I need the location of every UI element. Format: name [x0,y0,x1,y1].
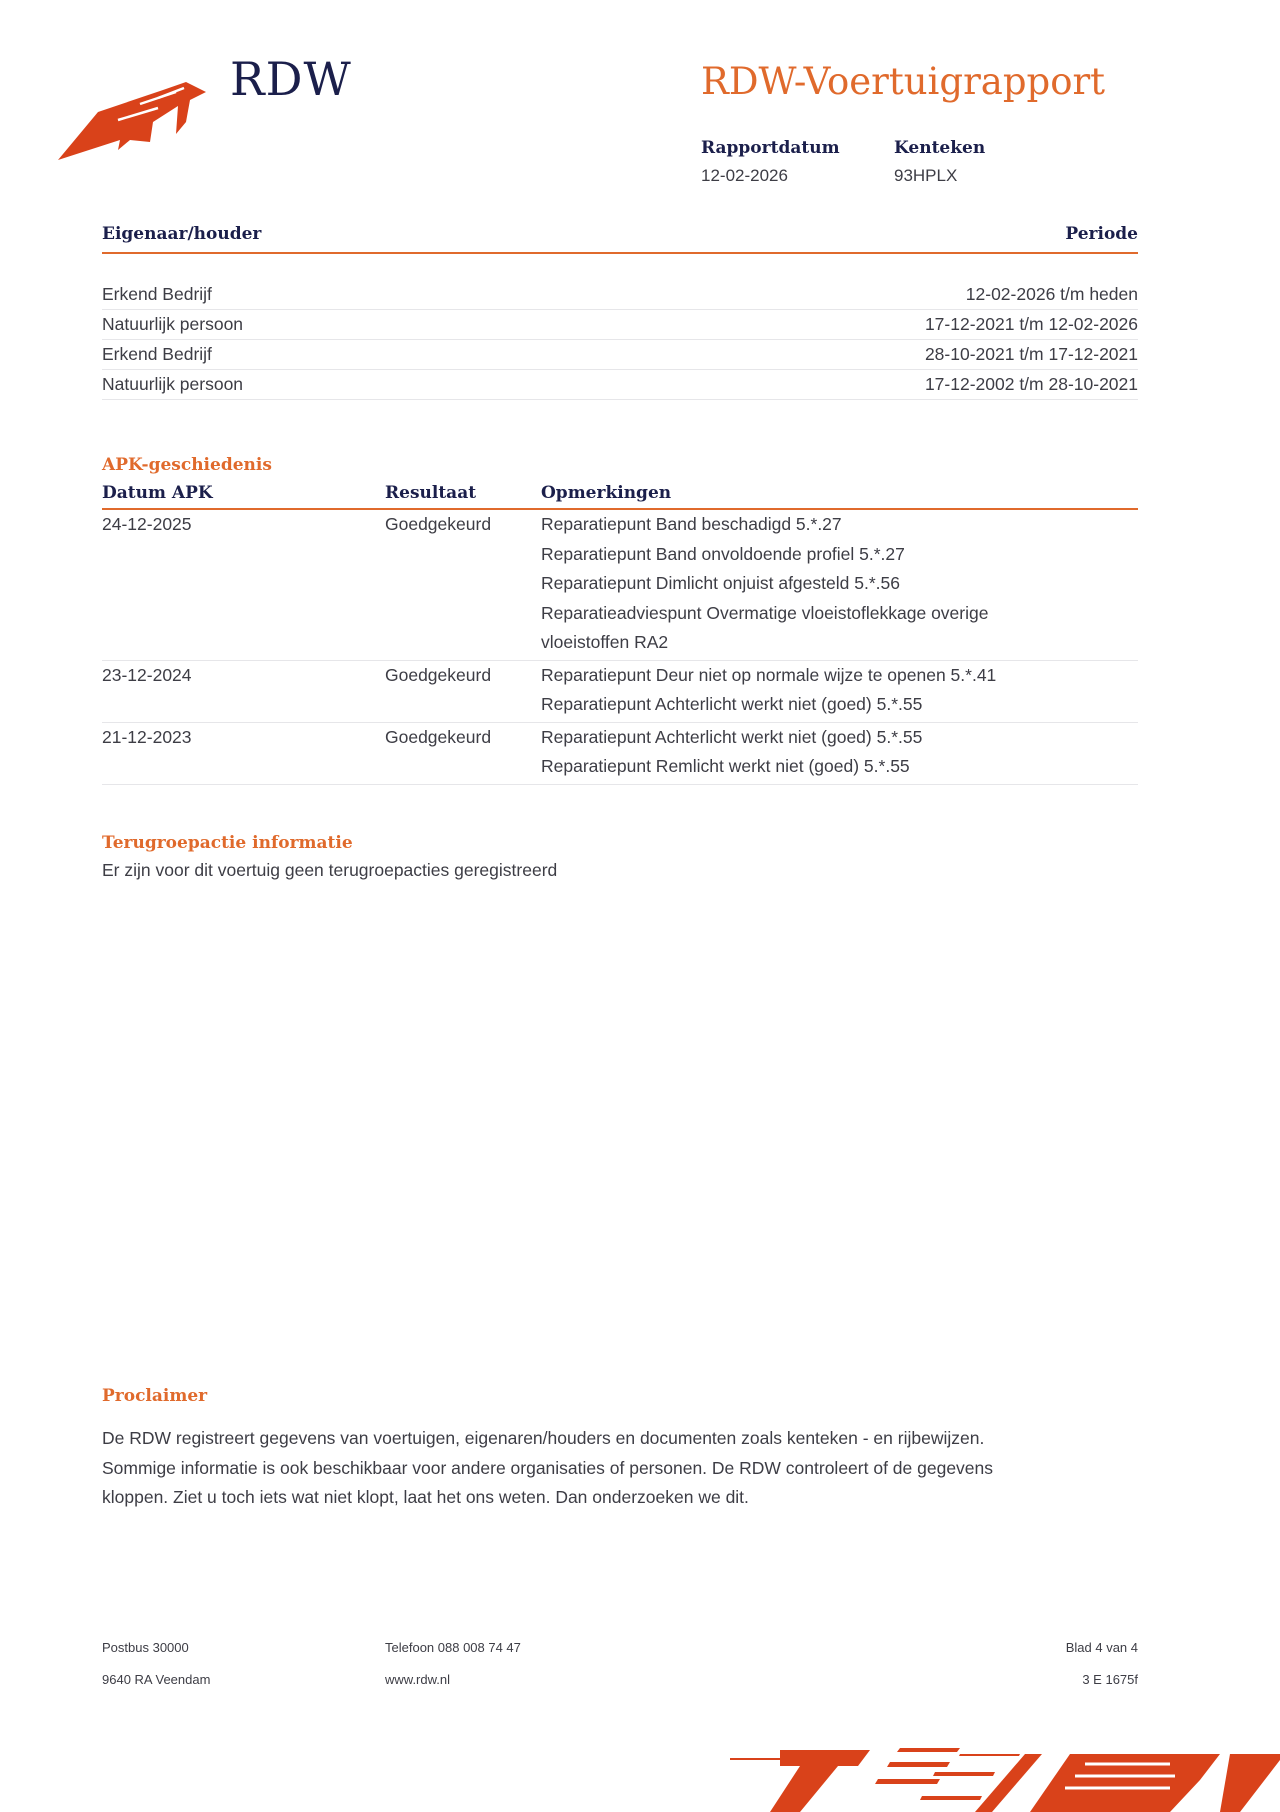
col-owner-header: Eigenaar/houder [102,224,262,244]
apk-remark: Reparatiepunt Remlicht werkt niet (goed) 5.*.55 [541,756,910,776]
owner-row [102,370,1138,400]
owner-type: Natuurlijk persoon [102,374,244,394]
owner-period: 28-10-2021 t/m 17-12-2021 [924,344,1138,364]
owner-type: Erkend Bedrijf [102,344,212,364]
apk-date: 24-12-2025 [102,514,192,534]
logo-text: RDW [230,52,352,106]
apk-remark: Reparatiepunt Band onvoldoende profiel 5.*.27 [541,543,905,564]
apk-remark: Reparatiepunt Deur niet op normale wijze te openen 5.*.41 [541,664,997,685]
footer-contact [385,1640,521,1704]
owner-period: 17-12-2021 t/m 12-02-2026 [924,314,1138,334]
col-result-header: Resultaat [385,483,477,503]
footer-website[interactable]: www.rdw.nl [385,1672,451,1687]
apk-section-title: APK-geschiedenis [102,455,272,475]
apk-row [102,661,1138,723]
owner-type: Natuurlijk persoon [102,314,244,334]
apk-remark: Reparatiepunt Achterlicht werkt niet (goed) 5.*.55 [541,694,923,714]
footer-city: 9640 RA Veendam [102,1672,211,1687]
apk-row [102,510,1138,661]
apk-result: Goedgekeurd [385,664,492,685]
proclaimer-line: De RDW registreert gegevens van voertuigen, eigenaren/houders en documenten zoals kenteken - en rijbewijzen. [102,1428,985,1448]
apk-remark: Reparatiepunt Dimlicht onjuist afgesteld 5.*.56 [541,573,900,593]
owner-row [102,280,1138,310]
owner-row [102,340,1138,370]
report-date-block [701,138,840,186]
owner-period: 17-12-2002 t/m 28-10-2021 [924,374,1138,394]
plate-block [894,138,985,186]
report-date-label: Rapportdatum [701,138,840,158]
apk-result: Goedgekeurd [385,726,492,747]
recall-section [102,833,1138,881]
owner-type: Erkend Bedrijf [102,284,212,304]
apk-date: 21-12-2023 [102,726,192,747]
apk-history-section [102,455,1138,785]
recall-text: Er zijn voor dit voertuig geen terugroepacties geregistreerd [102,860,558,880]
footer-page-number: Blad 4 van 4 [1065,1640,1138,1655]
apk-result: Goedgekeurd [385,514,492,534]
owner-period: 12-02-2026 t/m heden [965,284,1138,304]
apk-date: 23-12-2024 [102,664,192,685]
apk-remark: Reparatieadviespunt Overmatige vloeistoflekkage overige [541,602,989,623]
col-remarks-header: Opmerkingen [541,483,672,503]
footer-phone: Telefoon 088 008 74 47 [385,1640,521,1655]
apk-remark: Reparatiepunt Achterlicht werkt niet (goed) 5.*.55 [541,726,923,747]
apk-table-header [102,483,1138,510]
report-date-value: 12-02-2026 [701,166,788,185]
recall-title: Terugroepactie informatie [102,833,353,853]
apk-remark: Reparatiepunt Band beschadigd 5.*.27 [541,514,842,534]
proclaimer-text [102,1424,1138,1513]
proclaimer-title: Proclaimer [102,1386,208,1406]
owners-table [102,224,1138,400]
plate-value: 93HPLX [894,166,958,185]
plate-label: Kenteken [894,138,986,158]
report-title: RDW-Voertuigrapport [701,60,1106,103]
proclaimer-line: kloppen. Ziet u toch iets wat niet klopt, laat het ons weten. Dan onderzoeken we dit. [102,1487,749,1507]
owners-header [102,224,1138,254]
apk-row [102,723,1138,785]
rdw-decorative-mark-icon [730,1740,1280,1812]
owner-row [102,310,1138,340]
rdw-logo-icon [58,82,208,160]
col-period-header: Periode [1065,224,1138,244]
footer-page-info [1066,1640,1138,1704]
footer-doc-code: 3 E 1675f [1082,1672,1138,1687]
footer-address [102,1640,210,1704]
col-date-header: Datum APK [102,483,213,503]
apk-remark: vloeistoffen RA2 [541,632,669,652]
footer-postbus: Postbus 30000 [102,1640,189,1655]
proclaimer-section [102,1386,1138,1513]
proclaimer-line: Sommige informatie is ook beschikbaar voor andere organisaties of personen. De RDW controleert of de gegevens [102,1457,994,1478]
